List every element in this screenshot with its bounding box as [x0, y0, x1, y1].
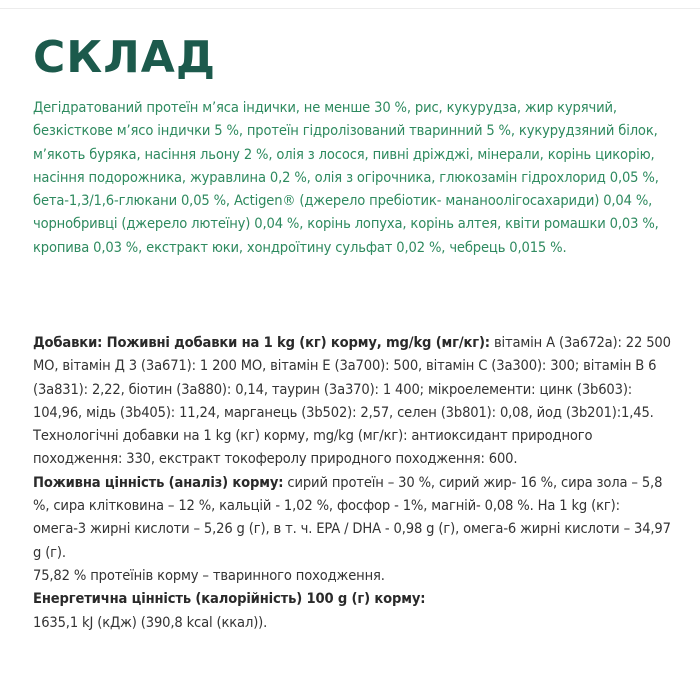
- top-divider: [0, 8, 700, 9]
- energy-label: Енергетична цінність (калорійність) 100 g (г) корму:: [33, 590, 426, 608]
- additives-paragraph: [33, 331, 673, 471]
- nutrition-text: сирий протеїн – 30 %, сирий жир- 16 %, сира зола – 5,8 %, сира клітковина – 12 %, кальцій - 1,02 %, фосфор - 1%, магній- 0,08 %. На 1 kg (кг): омега-3 жирні кислоти – 5,26 g (г), в т. ч. EPA / DHA - 0,98 g (г), омега-6 жирні кислоти – 34,97 g (г).: [33, 473, 671, 561]
- ingredients-list: Дегідратований протеїн м’яса індички, не менше 30 %, рис, кукурудза, жир курячий, безкісткове м’ясо індички 5 %, протеїн гідролізований тваринний 5 %, кукурудзяний білок, м’якоть буряка, насіння льону 2 %, олія з лосося, пивні дріжджі, мінерали, корінь цикорію, насіння подорожника, журавлина 0,2 %, олія з огірочника, глюкозамін гідрохлорид 0,05 %, бета-1,3/1,6-глюкани 0,05 %, Actigen® (джерело пребіотик- мананоолігосахариди) 0,04 %, чорнобривці (джерело лютеїну) 0,04 %, корінь лопуха, корінь алтея, квіти ромашки 0,03 %, кропива 0,03 %, екстракт юки, хондроїтину сульфат 0,02 %, чебрець 0,015 %.: [33, 99, 659, 256]
- animal-protein-line: 75,82 % протеїнів корму – тваринного походження.: [33, 566, 385, 584]
- additives-label: Добавки: Поживні добавки на 1 kg (кг) корму, mg/kg (мг/кг):: [33, 334, 490, 351]
- nutrition-paragraph: [33, 471, 673, 564]
- nutrition-details: [33, 331, 673, 634]
- additives-text: вітамін A (3a672a): 22 500 МО, вітамін Д 3 (3a671): 1 200 МО, вітамін Е (3a700): 500, вітамін С (3a300): 300; вітамін В 6 (3a831): 2,22, біотин (3a880): 0,14, таурин (3a370): 1 400; мікроелементи: цинк (3b603): 104,96, мідь (3b405): 11,24, марганець (3b502): 2,57, селен (3b801): 0,08, йод (3b201):1,45. Технологічні добавки на 1 kg (кг) корму, mg/kg (мг/кг): антиоксидант природного походження: 330, екстракт токоферолу природного походження: 600.: [33, 334, 671, 468]
- energy-value-line: 1635,1 kJ (кДж) (390,8 kcal (ккал)).: [33, 613, 268, 631]
- energy-label-line: [33, 587, 673, 610]
- section-title: СКЛАД: [33, 32, 217, 83]
- nutrition-label: Поживна цінність (аналіз) корму:: [33, 473, 284, 491]
